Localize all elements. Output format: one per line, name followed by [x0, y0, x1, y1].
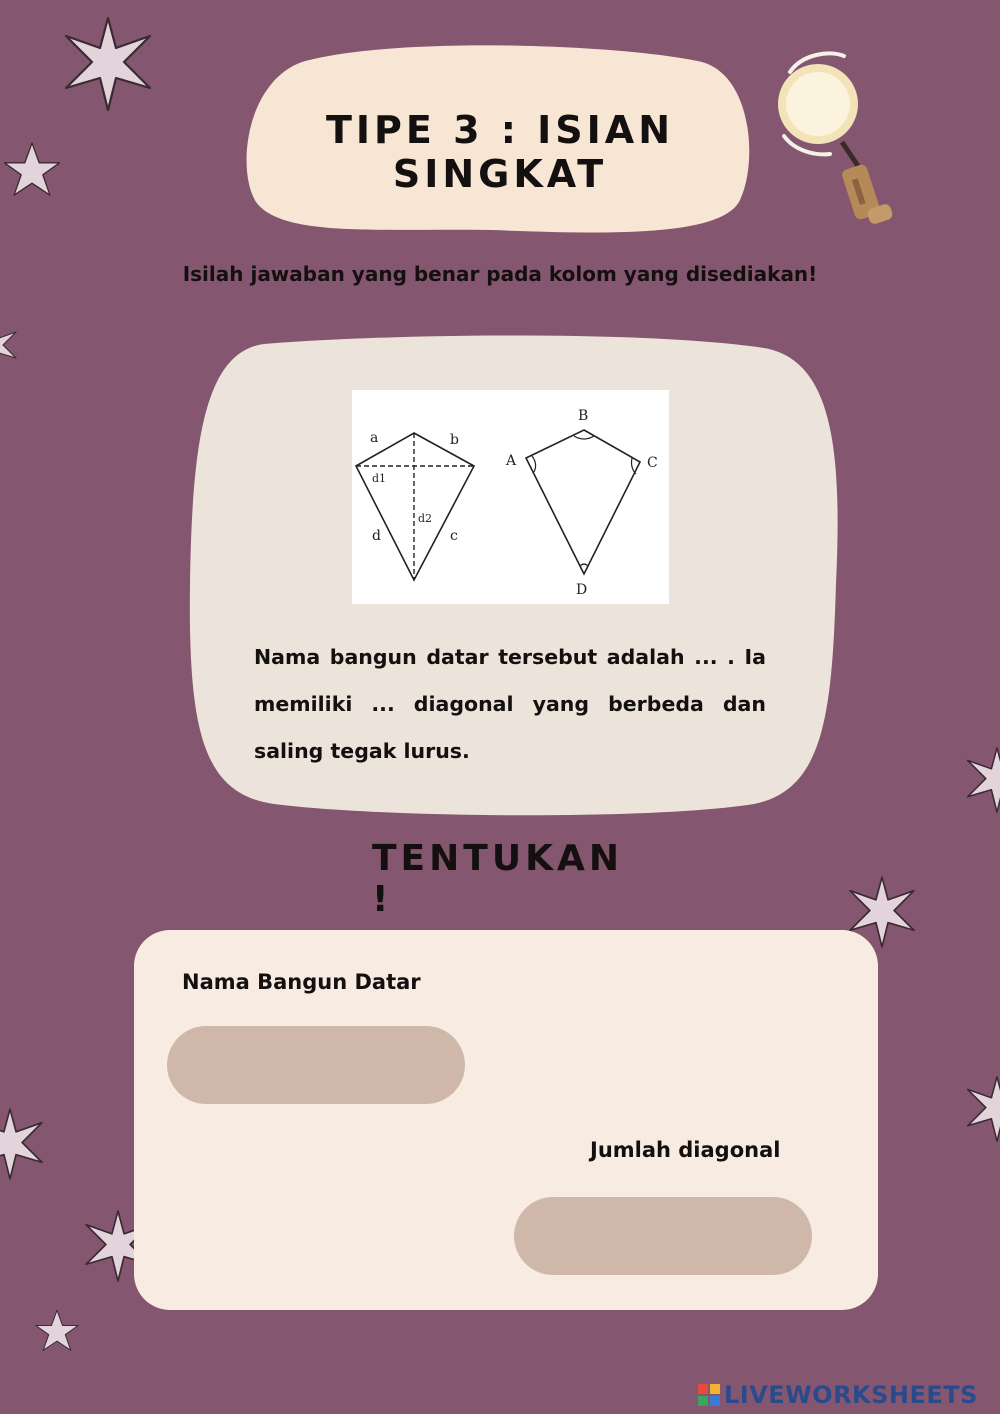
- liveworksheets-watermark: [698, 1380, 978, 1410]
- label-b: b: [450, 432, 459, 448]
- label-d: d: [372, 528, 381, 544]
- label-A: A: [506, 453, 517, 469]
- label-D: D: [576, 582, 588, 598]
- magnifier-icon: [770, 46, 910, 232]
- label-d2: d2: [418, 512, 433, 525]
- answer-label-shape-name: Nama Bangun Datar: [182, 970, 421, 994]
- label-C: C: [647, 455, 658, 471]
- star-icon: [0, 1106, 48, 1182]
- question-text: Nama bangun datar tersebut adalah ... . Ia memiliki ... diagonal yang berbeda dan saling tegak lurus.: [254, 645, 766, 763]
- star-icon: [962, 1074, 1000, 1144]
- star-icon: [962, 742, 1000, 818]
- diagonal-count-input[interactable]: [514, 1197, 812, 1275]
- star-icon: [0, 316, 20, 376]
- kite-figure: [352, 390, 669, 604]
- label-c: c: [450, 528, 458, 544]
- star-icon: [34, 1308, 80, 1354]
- star-icon: [58, 14, 158, 114]
- star-icon: [2, 140, 62, 200]
- label-d1: d1: [372, 472, 387, 485]
- label-a: a: [370, 430, 379, 446]
- kite-angles-drawing: [505, 408, 658, 598]
- answer-label-diagonal-count: Jumlah diagonal: [590, 1138, 781, 1162]
- instruction-text: Isilah jawaban yang benar pada kolom yang disediakan!: [182, 262, 818, 286]
- watermark-text: LIVEWORKSHEETS: [724, 1381, 978, 1409]
- page-title: TIPE 3 : ISIAN SINGKAT: [325, 108, 675, 196]
- shape-name-input[interactable]: [167, 1026, 465, 1104]
- liveworksheets-logo-icon: [698, 1384, 720, 1406]
- kite-diagonals-drawing: [356, 430, 474, 580]
- task-heading: TENTUKAN !: [372, 838, 623, 920]
- label-B: B: [578, 408, 589, 424]
